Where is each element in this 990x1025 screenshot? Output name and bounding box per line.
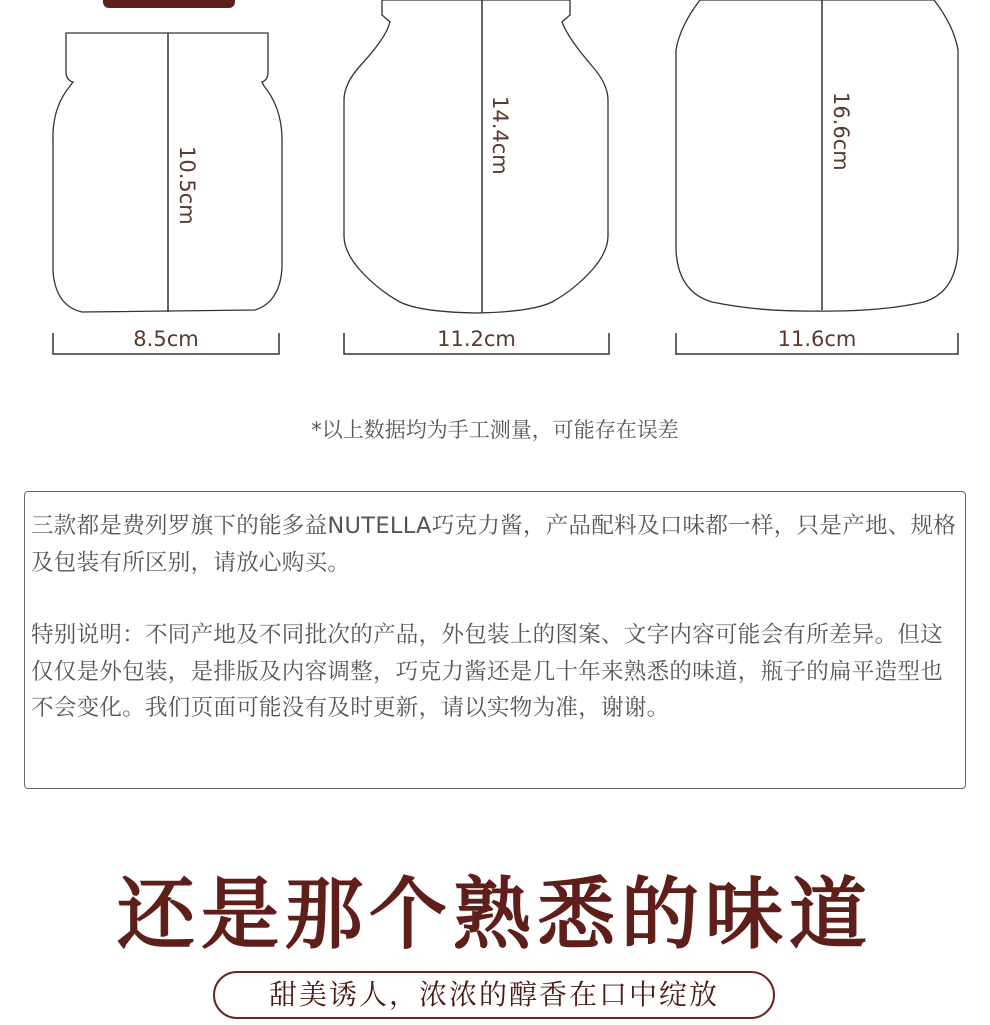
note-paragraph-same-product: 三款都是费列罗旗下的能多益NUTELLA巧克力酱，产品配料及口味都一样，只是产地、规格及包装有所区别，请放心购买。 — [31, 513, 957, 576]
large-jar-outline — [676, 0, 958, 311]
measurement-disclaimer: *以上数据均为手工测量，可能存在误差 — [311, 418, 679, 442]
medium-jar-outline — [344, 0, 608, 313]
medium-jar-width-label: 11.2cm — [437, 327, 516, 351]
tagline-pill: 甜美诱人，浓浓的醇香在口中绽放 — [213, 971, 775, 1019]
small-jar-height-label: 10.5cm — [175, 146, 199, 225]
section-headline: 还是那个熟悉的味道 — [116, 869, 873, 960]
note-paragraph-special-notice: 特别说明：不同产地及不同批次的产品，外包装上的图案、文字内容可能会有所差异。但这仅仅是外包装，是排版及内容调整，巧克力酱还是几十年来熟悉的味道，瓶子的扁平造型也不会变化。我们页面可能没有及时更新，请以实物为准，谢谢。 — [31, 622, 944, 721]
medium-jar-height-label: 14.4cm — [488, 96, 512, 175]
small-jar-width-label: 8.5cm — [133, 327, 199, 351]
large-jar-height-label: 16.6cm — [829, 92, 853, 171]
product-note-box — [24, 491, 966, 789]
large-jar-width-label: 11.6cm — [777, 327, 857, 351]
